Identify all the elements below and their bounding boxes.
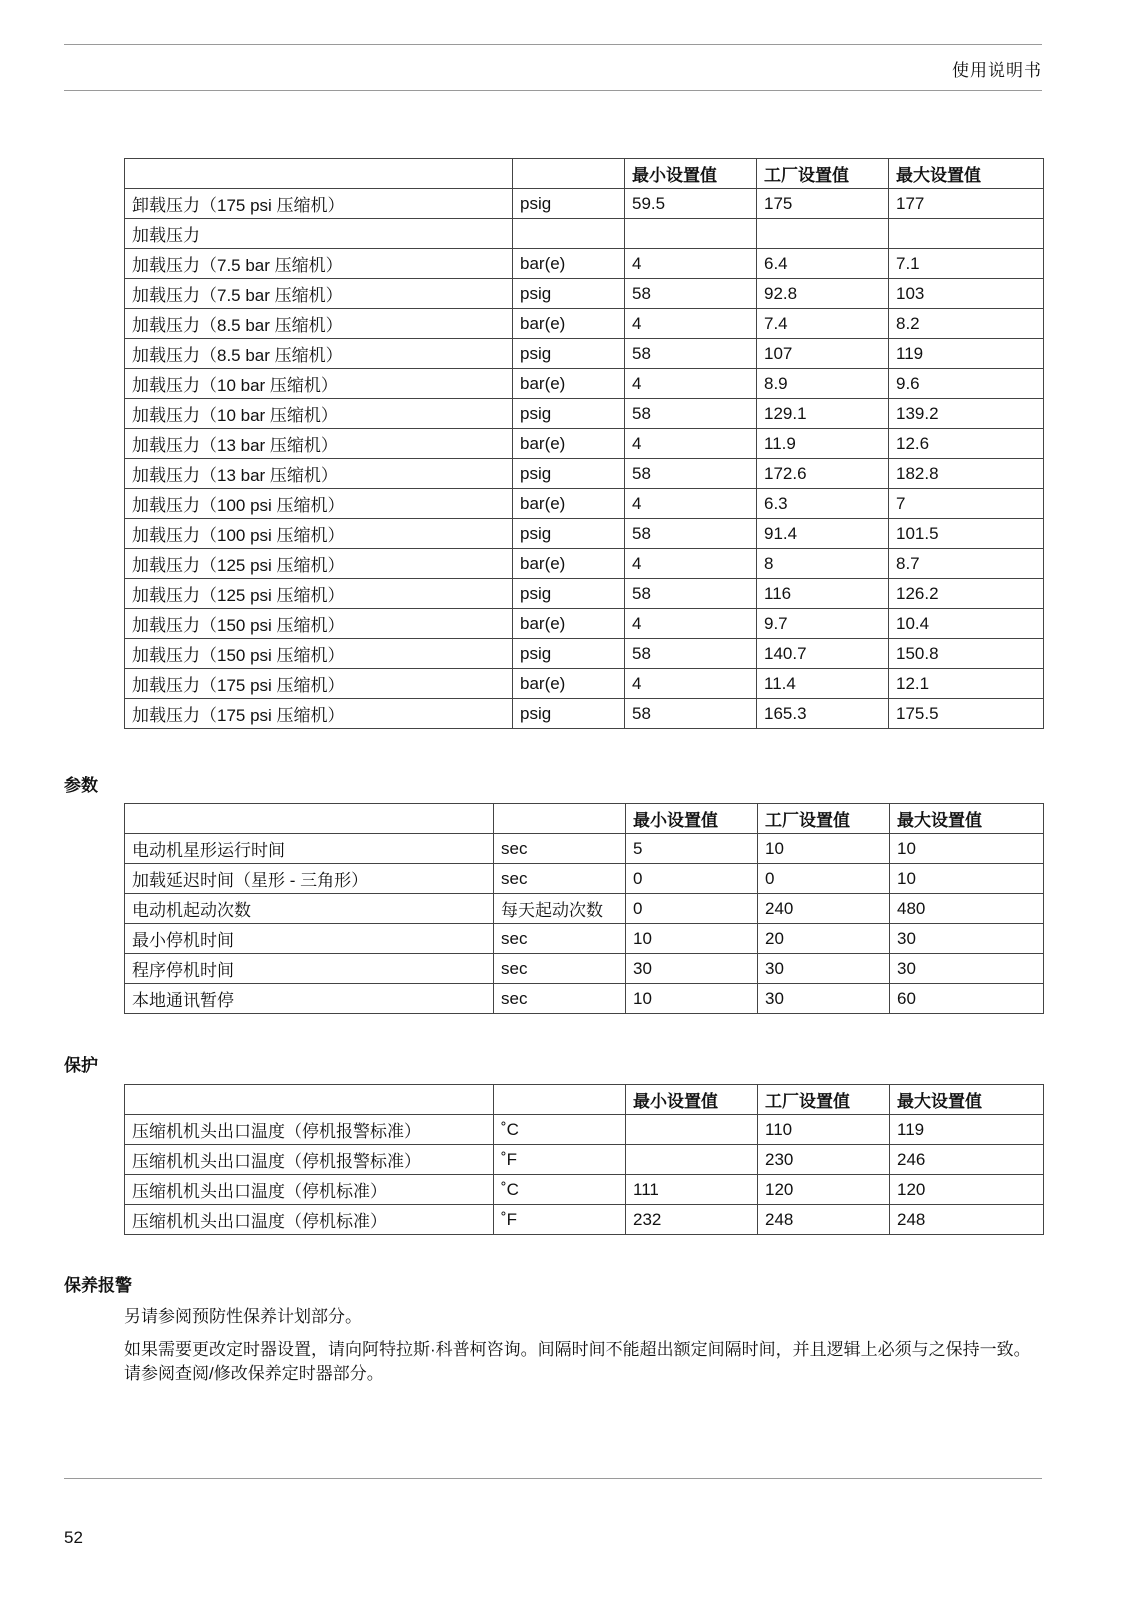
table-cell: 60 [890,984,1044,1014]
table-cell: 8.9 [757,369,889,399]
table-cell: psig [513,579,625,609]
table-cell: 加载压力（125 psi 压缩机） [125,579,513,609]
table-cell: 91.4 [757,519,889,549]
table-cell: psig [513,279,625,309]
table-cell: 8.2 [889,309,1044,339]
table-cell: 30 [890,954,1044,984]
table-cell: 电动机星形运行时间 [125,834,494,864]
header-cell-factory: 工厂设置值 [758,804,890,834]
header-cell-max: 最大设置值 [889,159,1044,189]
table-cell: 20 [758,924,890,954]
table-cell: 加载压力（150 psi 压缩机） [125,639,513,669]
table-row [125,669,1044,699]
table-row [125,489,1044,519]
table-cell: 140.7 [757,639,889,669]
table-cell: bar(e) [513,369,625,399]
table-row [125,954,1044,984]
table-cell: 压缩机机头出口温度（停机标准） [125,1205,494,1235]
table-header-row [125,159,1044,189]
section-title-protection: 保护 [64,1056,98,1075]
table-cell: psig [513,399,625,429]
header-cell-max: 最大设置值 [890,804,1044,834]
table-cell: ˚F [494,1205,626,1235]
table-cell [626,1115,758,1145]
table-cell: 232 [626,1205,758,1235]
table-cell: 58 [625,519,757,549]
table-header-row [125,1085,1044,1115]
table-cell: 58 [625,639,757,669]
table-cell: 加载压力（8.5 bar 压缩机） [125,339,513,369]
service-paragraph-1: 另请参阅预防性保养计划部分。 [124,1307,362,1326]
table-cell: 加载压力（175 psi 压缩机） [125,669,513,699]
table-row [125,339,1044,369]
table-cell [626,1145,758,1175]
table-cell: 126.2 [889,579,1044,609]
table-cell: 12.6 [889,429,1044,459]
table-row [125,834,1044,864]
table-header-row [125,804,1044,834]
table-cell: 加载压力（8.5 bar 压缩机） [125,309,513,339]
table-cell: 9.6 [889,369,1044,399]
table-row [125,219,1044,249]
table-cell: 58 [625,699,757,729]
table-cell: 58 [625,279,757,309]
table-row [125,1145,1044,1175]
table-cell: 加载压力（10 bar 压缩机） [125,399,513,429]
table-row [125,249,1044,279]
table-cell: bar(e) [513,309,625,339]
table-cell: 加载压力（100 psi 压缩机） [125,489,513,519]
table-cell: psig [513,519,625,549]
table-row [125,894,1044,924]
table-row [125,309,1044,339]
table-cell: 11.4 [757,669,889,699]
table-cell: 10.4 [889,609,1044,639]
table-row [125,1205,1044,1235]
header-cell-unit [494,804,626,834]
header-title: 使用说明书 [952,61,1042,80]
table-cell: 4 [625,249,757,279]
table-cell: 182.8 [889,459,1044,489]
table-cell: 4 [625,609,757,639]
header-cell-parameter [125,804,494,834]
table-cell: 加载压力（7.5 bar 压缩机） [125,249,513,279]
table-cell: 10 [890,864,1044,894]
table-cell: bar(e) [513,249,625,279]
table-cell: ˚C [494,1115,626,1145]
pressure-settings-table [124,158,1044,729]
table-row [125,369,1044,399]
table-cell: 103 [889,279,1044,309]
header-cell-min: 最小设置值 [626,1085,758,1115]
table-cell: 110 [758,1115,890,1145]
table-cell: 165.3 [757,699,889,729]
table-cell: 230 [758,1145,890,1175]
table-cell: 7.1 [889,249,1044,279]
table-cell: ˚F [494,1145,626,1175]
table-cell: 7.4 [757,309,889,339]
header-cell-unit [513,159,625,189]
table-row [125,609,1044,639]
table-cell: 0 [758,864,890,894]
table-row [125,579,1044,609]
header-cell-max: 最大设置值 [890,1085,1044,1115]
protection-table [124,1084,1044,1235]
table-cell: 58 [625,399,757,429]
table-cell: 116 [757,579,889,609]
table-row [125,279,1044,309]
table-cell: 10 [758,834,890,864]
table-cell: 加载压力 [125,219,513,249]
table-cell: 111 [626,1175,758,1205]
table-cell: 加载压力（175 psi 压缩机） [125,699,513,729]
table-cell: 58 [625,459,757,489]
section-title-service-alarm: 保养报警 [64,1276,132,1295]
table-cell: 248 [890,1205,1044,1235]
table-row [125,924,1044,954]
table-cell: 107 [757,339,889,369]
table-cell: 177 [889,189,1044,219]
header-top-rule [64,44,1042,45]
table-cell: 最小停机时间 [125,924,494,954]
table-cell: 11.9 [757,429,889,459]
table-cell: 120 [890,1175,1044,1205]
table-cell [889,219,1044,249]
section-title-parameters: 参数 [64,776,98,795]
table-cell: 0 [626,864,758,894]
table-cell: 4 [625,489,757,519]
table-cell: 30 [626,954,758,984]
table-cell [757,219,889,249]
table-cell: 248 [758,1205,890,1235]
table-cell: 10 [890,834,1044,864]
table-cell: 压缩机机头出口温度（停机报警标准） [125,1115,494,1145]
table-row [125,639,1044,669]
table-cell: 10 [626,924,758,954]
table-cell: 120 [758,1175,890,1205]
table-cell: bar(e) [513,489,625,519]
table-cell: 压缩机机头出口温度（停机标准） [125,1175,494,1205]
table-cell: 4 [625,669,757,699]
table-cell: 6.4 [757,249,889,279]
table-cell: 246 [890,1145,1044,1175]
header-cell-factory: 工厂设置值 [758,1085,890,1115]
table-cell: 30 [890,924,1044,954]
table-cell: 9.7 [757,609,889,639]
table-cell: 172.6 [757,459,889,489]
table-cell: psig [513,189,625,219]
table-cell: 6.3 [757,489,889,519]
header-bottom-rule [64,90,1042,91]
table-cell: bar(e) [513,669,625,699]
service-paragraph-2: 如果需要更改定时器设置，请向阿特拉斯·科普柯咨询。间隔时间不能超出额定间隔时间，并且逻辑上必须与之保持一致。 请参阅查阅/修改保养定时器部分。 [124,1340,1031,1383]
table-row [125,459,1044,489]
table-cell: sec [494,954,626,984]
table-cell: 101.5 [889,519,1044,549]
table-cell: 加载压力（150 psi 压缩机） [125,609,513,639]
table-cell: sec [494,984,626,1014]
table-cell: 30 [758,954,890,984]
table-cell: 每天起动次数 [494,894,626,924]
table-cell: 程序停机时间 [125,954,494,984]
table-cell: 加载压力（100 psi 压缩机） [125,519,513,549]
table-cell: 10 [626,984,758,1014]
page-number: 52 [64,1528,83,1547]
table-cell: 175.5 [889,699,1044,729]
table-cell: 150.8 [889,639,1044,669]
table-cell: psig [513,459,625,489]
table-cell: sec [494,924,626,954]
table-cell: 119 [889,339,1044,369]
header-cell-factory: 工厂设置值 [757,159,889,189]
table-cell: 加载压力（7.5 bar 压缩机） [125,279,513,309]
table-cell: bar(e) [513,549,625,579]
table-row [125,1115,1044,1145]
header-cell-min: 最小设置值 [626,804,758,834]
table-cell: 加载压力（125 psi 压缩机） [125,549,513,579]
header-cell-unit [494,1085,626,1115]
table-row [125,429,1044,459]
table-cell: psig [513,639,625,669]
table-cell: psig [513,699,625,729]
table-cell: 4 [625,429,757,459]
table-row [125,984,1044,1014]
table-cell: 58 [625,579,757,609]
table-cell: ˚C [494,1175,626,1205]
table-cell: 240 [758,894,890,924]
table-row [125,399,1044,429]
table-cell: psig [513,339,625,369]
table-cell: 卸载压力（175 psi 压缩机） [125,189,513,219]
table-cell: bar(e) [513,609,625,639]
table-row [125,519,1044,549]
table-cell: 8 [757,549,889,579]
table-cell: 92.8 [757,279,889,309]
table-cell [513,219,625,249]
table-cell: 4 [625,369,757,399]
table-cell: sec [494,864,626,894]
table-cell: 本地通讯暂停 [125,984,494,1014]
header-cell-min: 最小设置值 [625,159,757,189]
header-cell-parameter [125,159,513,189]
parameters-table [124,803,1044,1014]
table-cell: 加载压力（13 bar 压缩机） [125,459,513,489]
table-cell: 175 [757,189,889,219]
table-cell: 58 [625,339,757,369]
table-cell: sec [494,834,626,864]
table-cell [625,219,757,249]
table-cell: 12.1 [889,669,1044,699]
table-cell: 129.1 [757,399,889,429]
table-cell: 5 [626,834,758,864]
table-cell: 7 [889,489,1044,519]
table-cell: 加载延迟时间（星形 - 三角形） [125,864,494,894]
table-row [125,1175,1044,1205]
table-cell: 480 [890,894,1044,924]
table-cell: 0 [626,894,758,924]
table-cell: bar(e) [513,429,625,459]
table-row [125,864,1044,894]
table-cell: 加载压力（13 bar 压缩机） [125,429,513,459]
table-cell: 59.5 [625,189,757,219]
header-cell-parameter [125,1085,494,1115]
table-cell: 119 [890,1115,1044,1145]
table-cell: 加载压力（10 bar 压缩机） [125,369,513,399]
table-cell: 30 [758,984,890,1014]
table-row [125,189,1044,219]
table-cell: 4 [625,549,757,579]
table-row [125,549,1044,579]
table-cell: 8.7 [889,549,1044,579]
table-cell: 4 [625,309,757,339]
table-cell: 压缩机机头出口温度（停机报警标准） [125,1145,494,1175]
table-cell: 电动机起动次数 [125,894,494,924]
table-row [125,699,1044,729]
table-cell: 139.2 [889,399,1044,429]
footer-rule [64,1478,1042,1479]
